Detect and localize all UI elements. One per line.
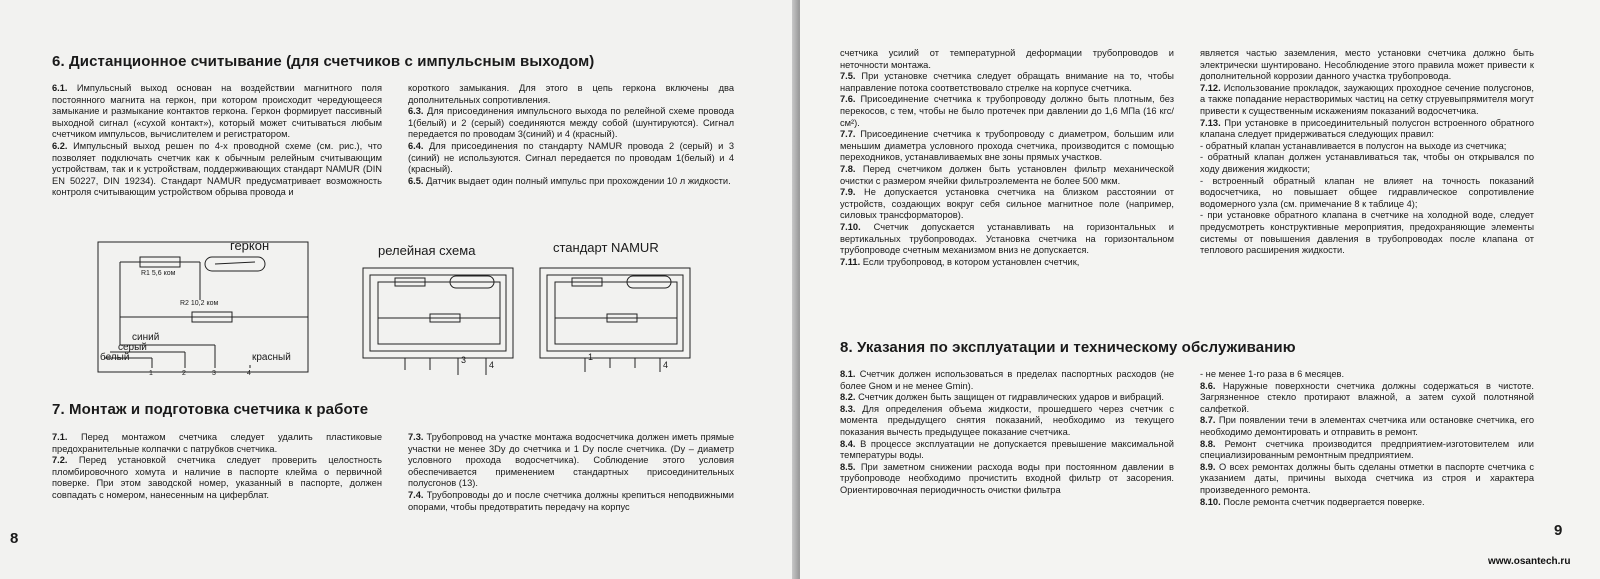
paragraph [1200,369,1534,381]
paragraph-number: 7.5. [840,71,856,82]
terminal-2: 2 [182,370,186,377]
paragraph [840,129,1174,164]
page-number-right: 9 [1554,522,1563,539]
paragraph-number: 8.9. [1200,461,1216,472]
wire-grey-label: серый [118,342,147,353]
section-6-heading: 6. Дистанционное считывание (для счетчиков с импульсным выходом) [52,53,595,70]
paragraph-text: Для присоединения импульсного выхода по релейной схеме провода 1(белый) и 2 (серый) соединяются между собой (шунтируются). Сигнал передается по проводам 3(синий) и 4 (красный). [408,106,734,140]
namur-scheme-title: стандарт NAMUR [553,240,659,255]
terminal-4: 4 [247,370,251,377]
right-column-1 [840,48,1174,268]
wire-red-label: красный [252,352,291,363]
paragraph-number: 8.7. [1200,415,1216,426]
paragraph-text: Счетчик допускается устанавливать на горизонтальных и вертикальных трубопроводах. Установка счетчика на горизонтальном трубопроводе счетным механизмом вниз не допускается. [840,221,1174,256]
paragraph [1200,497,1534,509]
paragraph-text: Для определения объема жидкости, прошедшего через счетчик с момента предыдущего снятия показаний, необходимо из текущего показания вычесть предыдущее показание счетчика. [840,403,1174,437]
paragraph-number: 8.10. [1200,496,1221,507]
paragraph-text: При заметном снижении расхода воды при постоянном давлении в трубопроводе необходимо прочистить входной фильтр от засорения. Ориентировочная периодичность очистки фильтра [840,461,1174,495]
paragraph-text: Присоединение счетчика к трубопроводу с диаметром, большим или меньшим диаметра условного прохода счетчика, производится с помощью переходников, устанавливаемых вне зоны прямых участков. [840,129,1174,163]
paragraph [52,455,382,501]
reed-switch [205,257,265,271]
section-8-column-1 [840,369,1174,497]
paragraph-text: Для присоединения по стандарту NAMUR провода 2 (серый) и 3 (синий) не используются. Сигнал передается по проводам 1(белый) и 4 (красный). [408,140,734,175]
paragraph [840,369,1174,392]
paragraph-number: 8.1. [840,369,856,379]
paragraph-text: Трубопроводы до и после счетчика должны крепиться неподвижными опорами, чтобы предотвратить передачу на корпус [408,489,734,512]
paragraph [52,432,382,455]
paragraph [840,439,1174,462]
paragraph-number: 6.4. [408,140,424,151]
paragraph-text: Использование прокладок, заужающих проходное сечение полусгонов, а также попадание нерастворимых частиц на сетку струевыпрямителя могут привести к существенным искажениям показаний водосчетчика. [1200,82,1534,116]
paragraph [1200,381,1534,416]
paragraph-text: После ремонта счетчик подвергается поверке. [1220,496,1425,507]
paragraph [1200,141,1534,153]
paragraph-text: О всех ремонтах должны быть сделаны отметки в паспорте счетчика с указанием даты, причины выхода счетчика из строя и характера произведенного ремонта. [1200,461,1534,495]
namur-terminal-1: 1 [588,352,594,362]
paragraph-number: 7.3. [408,432,424,442]
paragraph-text: Наружные поверхности счетчика должны содержаться в чистоте. Загрязненное стекло протирают влажной, а затем сухой полотняной салфеткой. [1200,380,1534,414]
wire-white-label: белый [100,352,130,363]
paragraph-number: 7.12. [1200,82,1221,93]
paragraph-number: 7.2. [52,455,68,466]
paragraph-number: 8.4. [840,438,856,449]
paragraph [840,257,1174,269]
paragraph [840,71,1174,94]
paragraph-text: Трубопровод на участке монтажа водосчетчика должен иметь прямые участки не менее 3Dy до счетчика и 1 Dy после счетчика. (Dy – диаметр условного прохода водосчетчика). Соблюдение этого условия обеспечивается применением стандартных присоединительных полусгонов (13). [408,432,734,489]
section-7-column-1 [52,432,382,502]
wire-blue-label: синий [132,332,160,343]
paragraph-number: 6.3. [408,106,424,117]
paragraph-number: 8.3. [840,403,856,414]
namur-terminal-4: 4 [663,360,669,370]
paragraph-text: При установке в присоединительный полусгон встроенного обратного клапана следует придерживаться следующих правил: [1200,117,1534,140]
paragraph [840,94,1174,129]
paragraph-text: Перед монтажом счетчика следует удалить пластиковые предохранительные колпачки с патрубков счетчика. [52,432,382,454]
paragraph [1200,48,1534,83]
relay-terminal-3: 3 [461,355,467,365]
paragraph [1200,152,1534,175]
paragraph-number: 7.10. [840,221,861,232]
paragraph [1200,210,1534,256]
paragraph-number: 7.1. [52,432,68,442]
paragraph [408,432,734,490]
paragraph-text: - встроенный обратный клапан не влияет на точность показаний водосчетчика, но повышает общее гидравлическое сопротивление водомерного узла (см. примечание 8 к таблице 4); [1200,175,1534,209]
paragraph-text: короткого замыкания. Для этого в цепь геркона включены два дополнительных сопротивления. [408,83,734,105]
paragraph-text: Счетчик должен использоваться в пределах паспортных расходов (не более Gном и не менее Gmin). [840,369,1174,391]
paragraph-text: Счетчик должен быть защищен от гидравлических ударов и вибраций. [855,392,1165,403]
section-8-heading: 8. Указания по эксплуатации и техническому обслуживанию [840,339,1296,356]
paragraph-text: В процессе эксплуатации не допускается превышение максимальной температуры воды. [840,438,1174,461]
paragraph-text: - обратный клапан устанавливается в полусгон на выходе из счетчика; [1200,140,1507,151]
paragraph [408,490,734,513]
right-page [800,0,1600,579]
paragraph-text: Перед установкой счетчика следует проверить целостность пломбировочного хомута и наличие в паспорте клейма о первичной поверке. При этом заводской номер, указанный в паспорте, должен совпадать с номером, нанесенным на циферблат. [52,455,382,500]
paragraph-text: Ремонт счетчика производится предприятием-изготовителем или специализированным ремонтным предприятием. [1200,438,1534,461]
paragraph-number: 6.1. [52,83,68,93]
paragraph-number: 7.11. [840,256,861,267]
paragraph-text: Датчик выдает один полный импульс при прохождении 10 л жидкости. [423,175,731,186]
paragraph-text: Если трубопровод, в котором установлен счетчик, [860,256,1080,267]
paragraph-number: 6.5. [408,175,424,186]
r1-label: R1 5,6 ком [141,270,176,277]
paragraph-number: 7.9. [840,187,856,198]
paragraph-number: 7.6. [840,94,856,105]
paragraph-number: 6.2. [52,140,68,151]
paragraph-text: Импульсный выход решен по 4-х проводной схеме (см. рис.), что позволяет подключать счетчик как к обычным релейным считывающим устройствам, так и к устройствам, поддерживающих стандарт NAMUR (DIN EN 50227, DIN 19234). Стандарт NAMUR предусматривает возможность контроля считывающим устройством обрыва провода и [52,140,382,198]
paragraph-text: Не допускается установка счетчика на близком расстоянии от устройств, создающих вокруг себя сильное магнитное поле (например, силовых трансформаторов). [840,187,1174,221]
paragraph-number: 7.7. [840,129,856,140]
section-8-column-2 [1200,369,1534,508]
paragraph [840,222,1174,257]
paragraph [840,462,1174,497]
left-page [0,0,796,579]
paragraph-text: При появлении течи в элементах счетчика или остановке счетчика, его необходимо демонтировать и отправить в ремонт. [1200,415,1534,437]
terminal-3: 3 [212,370,216,377]
paragraph [1200,118,1534,141]
paragraph-number: 8.2. [840,392,856,403]
section-7-heading: 7. Монтаж и подготовка счетчика к работе [52,401,369,418]
paragraph-number: 7.4. [408,489,424,500]
paragraph-text: - не менее 1-го раза в 6 месяцев. [1200,369,1345,379]
paragraph-number: 7.8. [840,163,856,174]
reed-switch-label: геркон [230,238,270,253]
paragraph [840,48,1174,71]
right-column-2 [1200,48,1534,257]
paragraph-text: Присоединение счетчика к трубопроводу должно быть плотным, без перекосов, с тем, чтобы не было протечек при давлении до 1,6 МПа (16 кгс/см²). [840,94,1174,128]
paragraph-text: Перед счетчиком должен быть установлен фильтр механической очистки с размером ячейки фильтроэлемента не более 500 мкм. [840,163,1174,186]
paragraph [1200,176,1534,211]
paragraph-text: счетчика усилий от температурной деформации трубопроводов и неточности монтажа. [840,48,1174,70]
watermark-url: www.osantech.ru [1488,556,1571,567]
paragraph [1200,439,1534,462]
paragraph-text: - обратный клапан должен устанавливаться так, чтобы он открывался по ходу движения жидкости; [1200,152,1534,174]
paragraph [1200,83,1534,118]
paragraph-text: - при установке обратного клапана в счетчике на холодной воде, следует предусмотреть конструктивные мероприятия, предохраняющие элементы системы от повышения давления в трубопроводах после клапана от теплового расширения жидкости. [1200,210,1534,256]
paragraph-number: 8.6. [1200,380,1216,391]
paragraph-text: является частью заземления, место установки счетчика должно быть электрически шунтировано. Несоблюдение этого правила может привести к дополнительной коррозии данного участка трубопровода. [1200,48,1534,82]
section-7-column-2 [408,432,734,513]
paragraph [840,404,1174,439]
paragraph [1200,462,1534,497]
paragraph-number: 8.8. [1200,438,1216,449]
paragraph [840,164,1174,187]
paragraph-number: 8.5. [840,461,856,472]
paragraph [840,392,1174,404]
page-number-left: 8 [10,530,19,547]
paragraph-text: Импульсный выход основан на воздействии магнитного поля постоянного магнита на геркон, при котором происходит чередующееся замыкание и размыкание контактов геркона. Геркон формирует пассивный выходной сигнал («сухой контакт»), который может считываться любым счетчиком импульсов, вычислителем и регистратором. [52,83,382,140]
paragraph [1200,415,1534,438]
relay-terminal-4: 4 [489,360,495,370]
paragraph-text: При установке счетчика следует обращать внимание на то, чтобы направление потока соответствовало стрелке на корпусе счетчика. [840,71,1174,93]
r2-label: R2 10,2 ком [180,300,219,307]
paragraph-number: 7.13. [1200,117,1221,128]
relay-scheme-title: релейная схема [378,243,476,258]
terminal-1: 1 [149,370,153,377]
paragraph [840,187,1174,222]
